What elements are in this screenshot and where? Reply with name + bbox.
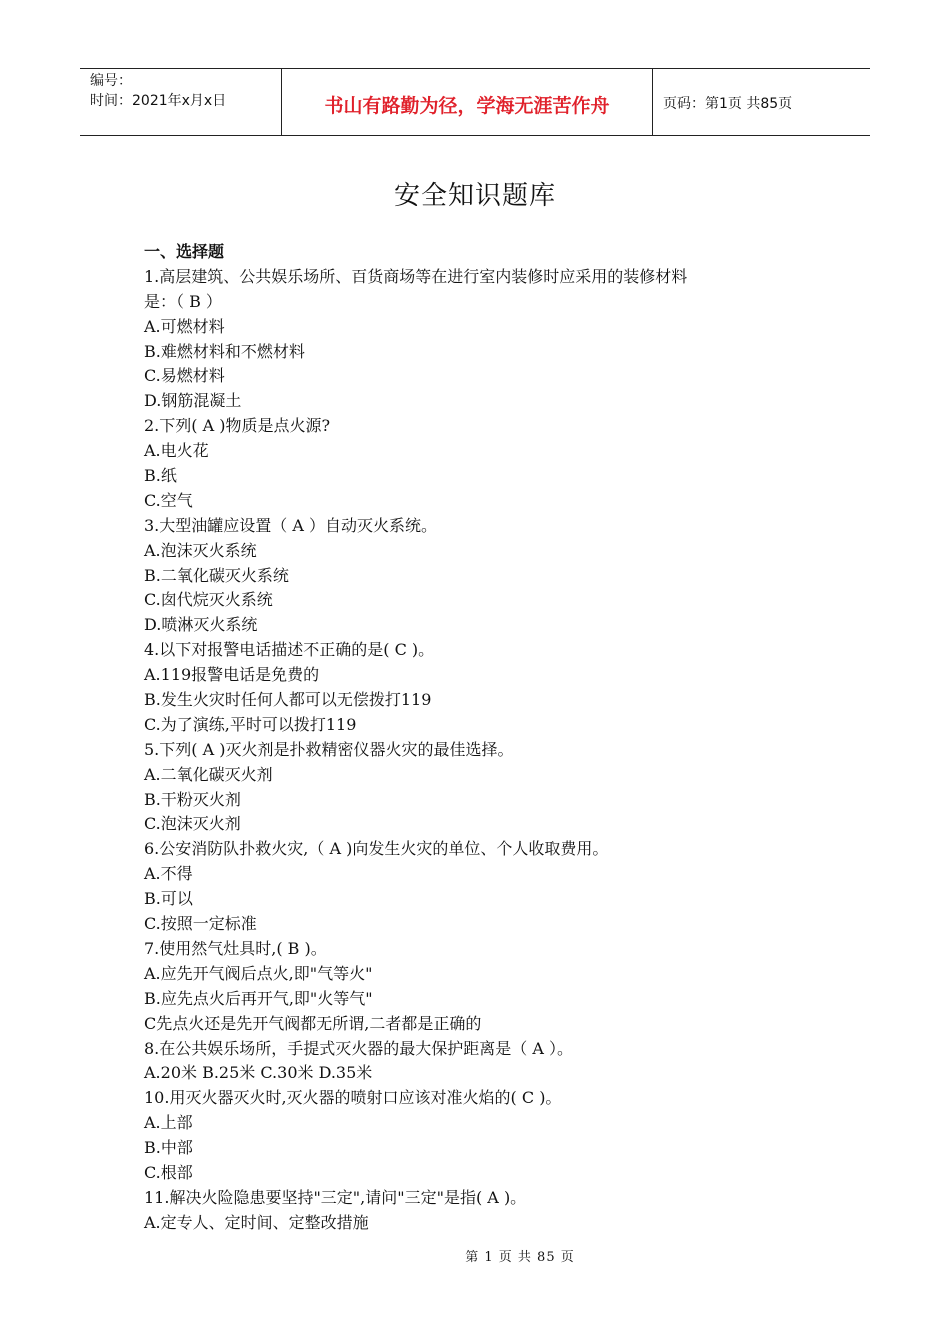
document-title: 安全知识题库: [393, 181, 556, 211]
text-line: A.可燃材料: [144, 316, 225, 336]
text-line: B.难燃材料和不燃材料: [144, 341, 305, 361]
text-line: 10.用灭火器灭火时,灭火器的喷射口应该对准火焰的( C )。: [144, 1088, 562, 1108]
text-line: A.电火花: [144, 441, 209, 461]
header-motto: 书山有路勤为径，学海无涯苦作舟: [282, 69, 653, 135]
text-line: 11.解决火险隐患要坚持"三定",请问"三定"是指( A )。: [144, 1187, 527, 1207]
text-line: A.二氧化碳灭火剂: [144, 764, 273, 784]
text-line: A.上部: [144, 1113, 193, 1133]
text-line: C.为了演练,平时可以拨打119: [144, 714, 357, 734]
section-heading: 一、选择题: [144, 242, 225, 261]
text-line: C.根部: [144, 1162, 193, 1182]
text-line: 是：（ B ）: [144, 291, 222, 311]
text-line: B.二氧化碳灭火系统: [144, 565, 289, 585]
text-line: 5.下列( A )灭火剂是扑救精密仪器火灾的最佳选择。: [144, 739, 514, 759]
header-page-info: 页码：第1页 共85页: [663, 96, 793, 112]
text-line: C.泡沫灭火剂: [144, 814, 241, 834]
text-line: A.20米 B.25米 C.30米 D.35米: [144, 1063, 373, 1083]
text-line: 4.以下对报警电话描述不正确的是( C )。: [144, 640, 435, 660]
text-line: B.中部: [144, 1138, 193, 1158]
text-line: 1.高层建筑、公共娱乐场所、百货商场等在进行室内装修时应采用的装修材料: [144, 266, 688, 286]
text-line: C.易燃材料: [144, 366, 225, 386]
text-line: D.钢筋混凝土: [144, 391, 242, 411]
text-line: 8.在公共娱乐场所，手提式灭火器的最大保护距离是（ A ）。: [144, 1038, 573, 1058]
page-footer: 第 1 页 共 85 页: [465, 1250, 575, 1265]
header-meta: [80, 69, 282, 135]
text-line: B.应先点火后再开气,即"火等气": [144, 988, 373, 1008]
text-line: D.喷淋灭火系统: [144, 615, 258, 635]
text-line: C先点火还是先开气阀都无所谓,二者都是正确的: [144, 1013, 482, 1033]
text-line: B.发生火灾时任何人都可以无偿拨打119: [144, 690, 432, 710]
text-line: C.按照一定标准: [144, 914, 257, 934]
text-line: 3.大型油罐应设置（ A ）自动灭火系统。: [144, 515, 437, 535]
text-line: 2.下列( A )物质是点火源?: [144, 416, 331, 436]
document-date-label: 时间：2021年x月x日: [90, 93, 227, 109]
text-line: 7.使用然气灶具时,( B )。: [144, 938, 327, 958]
document-body: [144, 240, 824, 1236]
text-line: C.囱代烷灭火系统: [144, 590, 273, 610]
text-line: A.不得: [144, 864, 193, 884]
text-line: A.泡沫灭火系统: [144, 540, 257, 560]
text-line: 6.公安消防队扑救火灾,（ A )向发生火灾的单位、个人收取费用。: [144, 839, 609, 859]
text-line: B.可以: [144, 889, 193, 909]
text-line: B.干粉灭火剂: [144, 789, 241, 809]
document-number-label: 编号：: [90, 73, 132, 89]
text-line: A.应先开气阀后点火,即"气等火": [144, 963, 373, 983]
text-line: C.空气: [144, 490, 193, 510]
text-line: B.纸: [144, 466, 177, 486]
question-list: [144, 265, 824, 1236]
text-line: A.119报警电话是免费的: [144, 665, 320, 685]
page-header: [80, 68, 870, 136]
text-line: A.定专人、定时间、定整改措施: [144, 1212, 369, 1232]
